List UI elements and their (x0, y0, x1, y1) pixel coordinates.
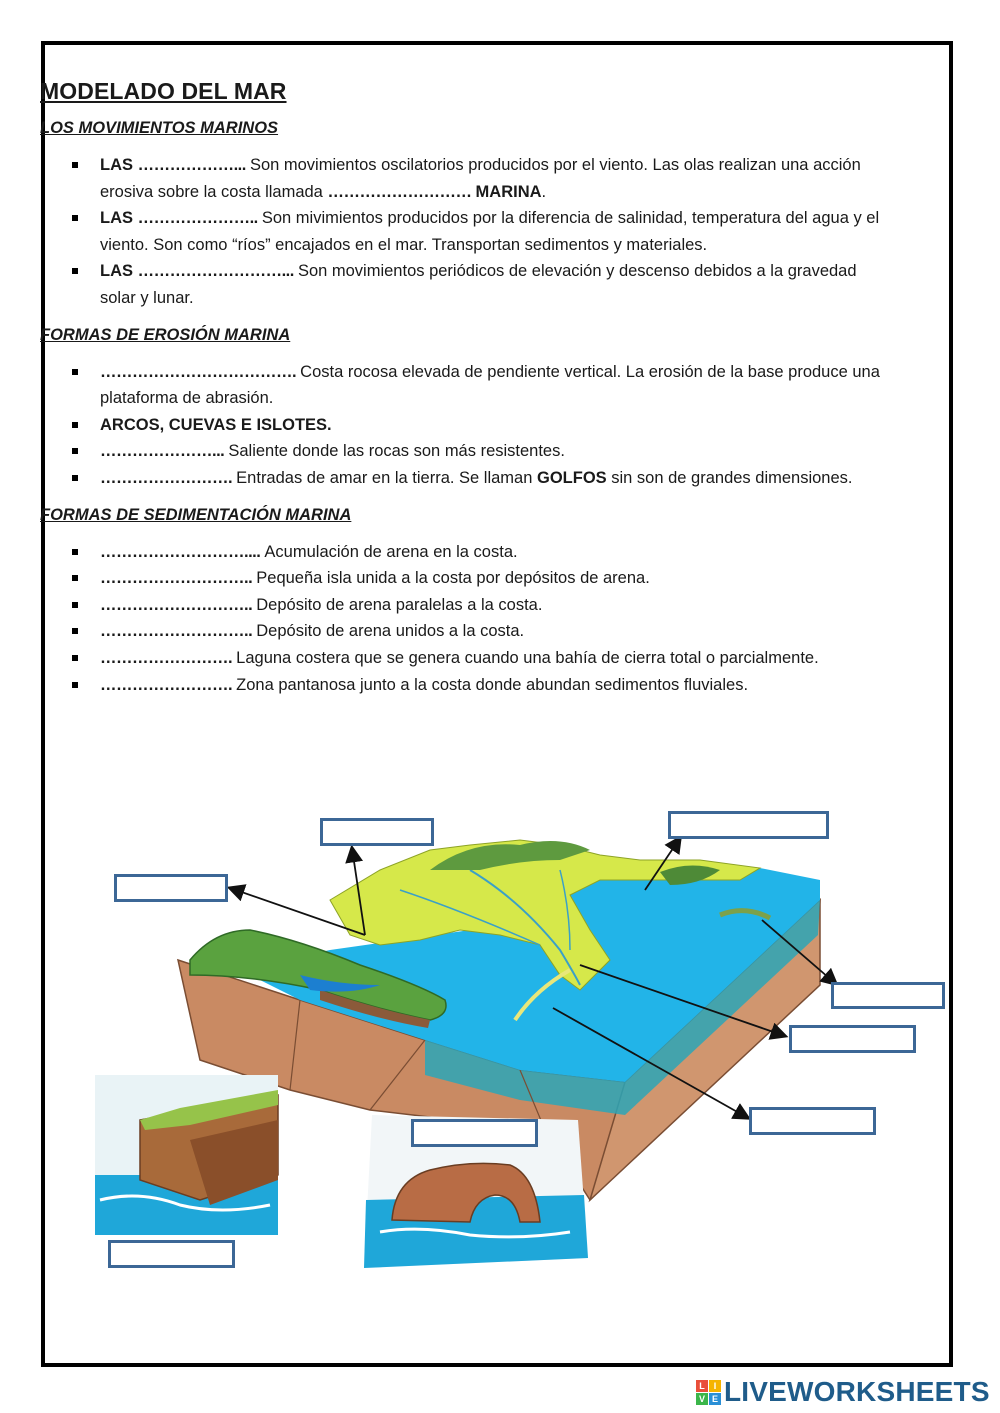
answer-blank[interactable]: ……………………. (100, 648, 237, 667)
answer-blank[interactable]: ……………………. (100, 468, 237, 487)
mark-letter: L (696, 1380, 708, 1392)
answer-box-tombolo[interactable] (831, 982, 945, 1009)
list-item: LAS ………………... Son movimientos oscilatorios producidos por el viento. Las olas realizan una acción erosiva sobre la costa llamada ……………………… MARINA. (40, 152, 880, 205)
answer-blank[interactable]: ………………………... (137, 262, 298, 281)
mark-letter: E (709, 1393, 721, 1405)
list-movimientos (40, 152, 880, 312)
list-item: ……………………. Laguna costera que se genera cuando una bahía de cierra total o parcialmente. (40, 645, 880, 672)
liveworksheets-mark-icon (696, 1380, 721, 1405)
section-heading-movimientos: LOS MOVIMIENTOS MARINOS (40, 119, 279, 137)
answer-box-island-top[interactable] (668, 811, 829, 839)
list-item: ……………………….. Pequeña isla unida a la costa por depósitos de arena. (40, 565, 880, 592)
answer-blank[interactable]: ………………………………. (100, 362, 301, 381)
list-item: LAS ………………………... Son movimientos periódicos de elevación y descenso debidos a la gravedad solar y lunar. (40, 258, 880, 311)
section-heading-sedimentacion: FORMAS DE SEDIMENTACIÓN MARINA (40, 505, 352, 524)
answer-blank[interactable]: ………………….. (137, 209, 262, 228)
liveworksheets-wordmark: LIVEWORKSHEETS (724, 1376, 990, 1407)
answer-blank[interactable]: …………………... (100, 442, 229, 461)
liveworksheets-logo (696, 1376, 990, 1408)
list-erosion (40, 359, 880, 492)
answer-blank[interactable]: ……………………….. (100, 569, 257, 588)
list-sedimentacion (40, 539, 880, 699)
answer-box-cliff-top[interactable] (320, 818, 434, 846)
answer-blank[interactable]: ……………………… (327, 182, 476, 201)
list-item: ……………………….. Depósito de arena unidos a la costa. (40, 618, 880, 645)
answer-blank[interactable]: ……………………. (100, 675, 237, 694)
mark-letter: I (709, 1380, 721, 1392)
answer-box-cliff-inset[interactable] (108, 1240, 235, 1268)
list-item: ……………………….. Depósito de arena paralelas a la costa. (40, 592, 880, 619)
page-title: MODELADO DEL MAR (40, 78, 287, 104)
answer-blank[interactable]: ……………………….. (100, 595, 257, 614)
mark-letter: V (696, 1393, 708, 1405)
worksheet-content (40, 78, 880, 712)
list-item: ARCOS, CUEVAS E ISLOTES. (40, 412, 880, 439)
list-item: ……………………….... Acumulación de arena en la costa. (40, 539, 880, 566)
list-item: …………………... Saliente donde las rocas son más resistentes. (40, 438, 880, 465)
list-item: ………………………………. Costa rocosa elevada de pendiente vertical. La erosión de la base produce una plataforma de abrasión. (40, 359, 880, 412)
list-item: ……………………. Entradas de amar en la tierra. Se llaman GOLFOS sin son de grandes dimensiones. (40, 465, 880, 492)
list-item: ……………………. Zona pantanosa junto a la costa donde abundan sedimentos fluviales. (40, 672, 880, 699)
list-item: LAS ………………….. Son mivimientos producidos por la diferencia de salinidad, temperatura del agua y el viento. Son como “ríos” encajados en el mar. Transportan sedimentos y materiales. (40, 205, 880, 258)
answer-box-headland[interactable] (114, 874, 228, 902)
section-heading-erosion: FORMAS DE EROSIÓN MARINA (40, 325, 291, 344)
answer-box-arch[interactable] (411, 1119, 538, 1147)
answer-box-sandbar[interactable] (749, 1107, 876, 1135)
answer-blank[interactable]: ……………………….... (100, 542, 265, 561)
answer-blank[interactable]: ………………... (137, 156, 250, 174)
answer-blank[interactable]: ……………………….. (100, 622, 257, 641)
answer-box-delta[interactable] (789, 1025, 916, 1053)
